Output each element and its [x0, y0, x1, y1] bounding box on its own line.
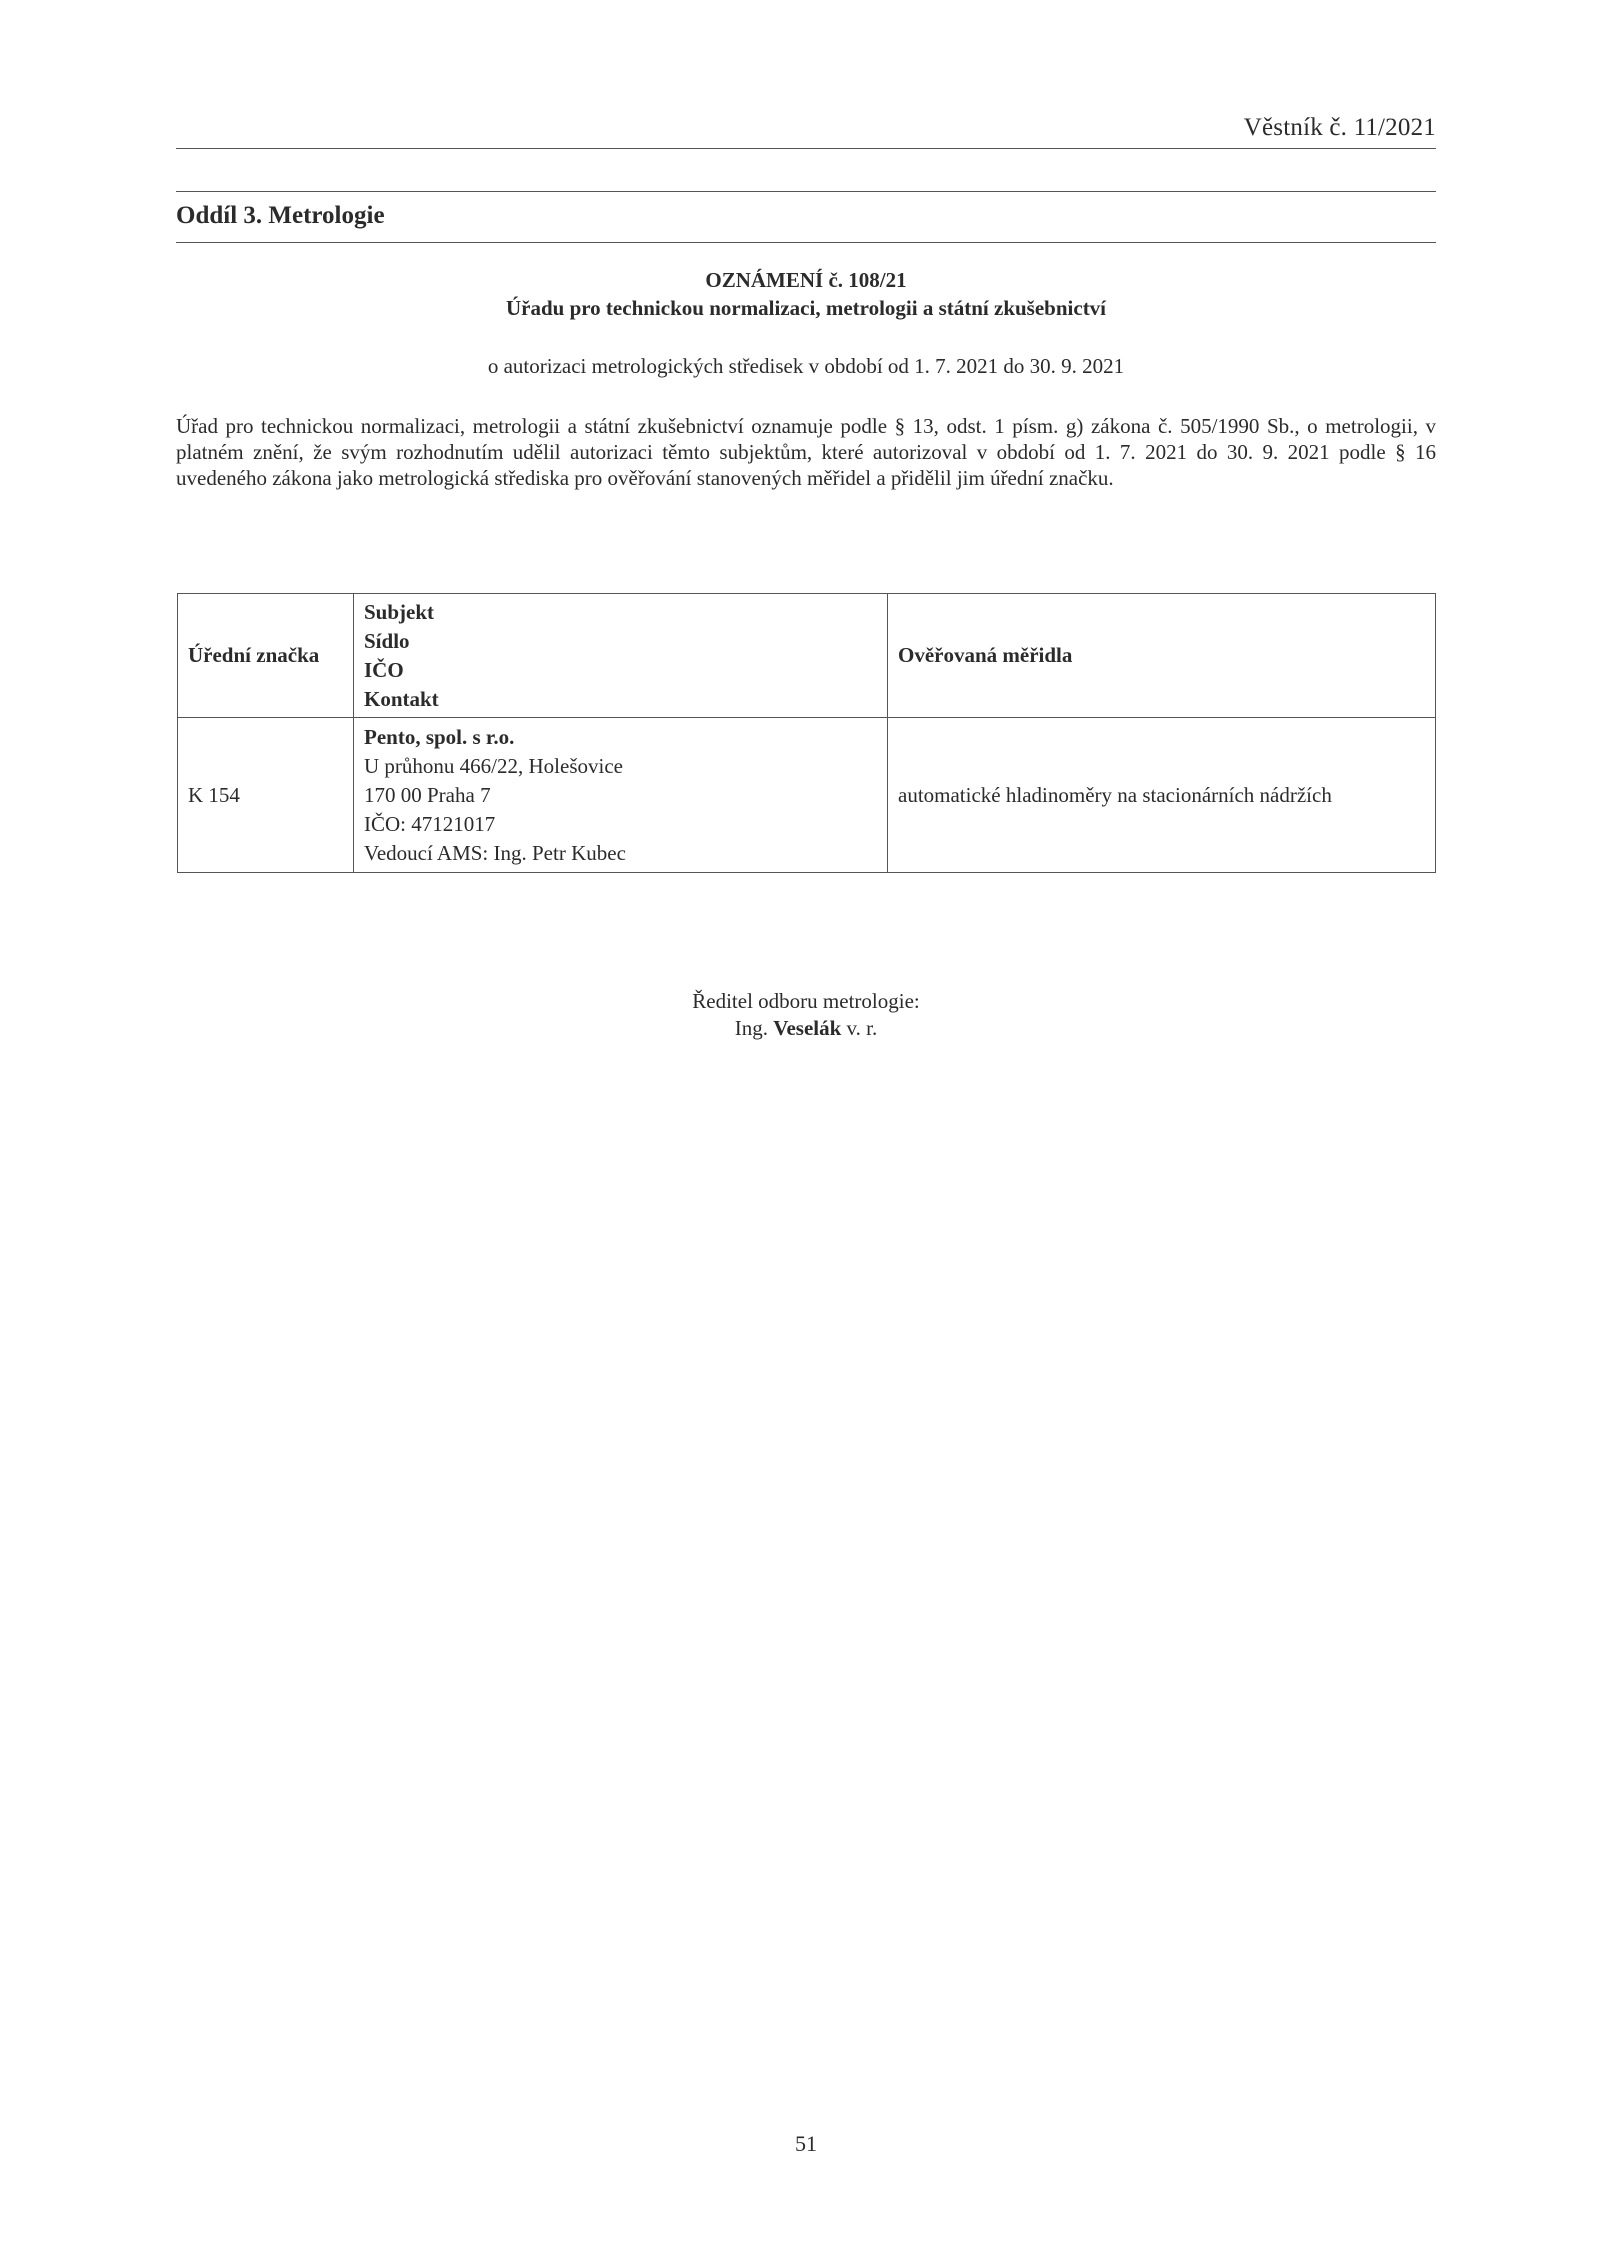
announcement-body: Úřad pro technickou normalizaci, metrologii a státní zkušebnictví oznamuje podle § 13, odst. 1 písm. g) zákona č. 505/1990 Sb., o metrologii, v platném znění, že svým rozhodnutím udělil autorizaci těmto subjektům, které autorizoval v období od 1. 7. 2021 do 30. 9. 2021 podle § 16 uvedeného zákona jako metrologická střediska pro ověřování stanovených měřidel a přidělil jim úřední značku. — [176, 414, 1436, 490]
announcement-issuer: Úřadu pro technickou normalizaci, metrologii a státní zkušebnictví — [505, 296, 1107, 320]
header-official-mark: Úřední značka — [178, 594, 354, 718]
header-seat-line: Sídlo — [364, 628, 410, 653]
subject-ico: IČO: 47121017 — [364, 811, 496, 836]
signature-surname: Veselák — [773, 1016, 842, 1040]
authorization-table — [177, 593, 1436, 873]
announcement-number: OZNÁMENÍ č. 108/21 — [705, 268, 907, 292]
section-title: Oddíl 3. Metrologie — [176, 202, 385, 229]
cell-official-mark: K 154 — [178, 718, 354, 873]
announcement-subject: o autorizaci metrologických středisek v období od 1. 7. 2021 do 30. 9. 2021 — [487, 354, 1125, 378]
journal-reference: Věstník č. 11/2021 — [1243, 114, 1436, 141]
subject-address-city: 170 00 Praha 7 — [364, 782, 491, 807]
header-ico-line: IČO — [364, 657, 404, 682]
page-header — [176, 108, 1436, 149]
signature-suffix: v. r. — [846, 1016, 878, 1040]
signature-role: Ředitel odboru metrologie: — [692, 989, 920, 1013]
signature-name — [176, 1015, 1436, 1042]
header-instruments: Ověřovaná měřidla — [888, 594, 1436, 718]
section-heading — [176, 191, 1436, 243]
announcement-heading — [176, 266, 1436, 322]
subject-contact: Vedoucí AMS: Ing. Petr Kubec — [364, 840, 626, 865]
table-header-row — [178, 594, 1436, 718]
signature-prefix: Ing. — [734, 1016, 768, 1040]
cell-instruments: automatické hladinoměry na stacionárních nádržích — [888, 718, 1436, 873]
table-row — [178, 718, 1436, 873]
subject-name: Pento, spol. s r.o. — [364, 724, 515, 749]
header-subject-line: Subjekt — [364, 599, 435, 624]
header-subject — [354, 594, 888, 718]
cell-subject — [354, 718, 888, 873]
header-contact-line: Kontakt — [364, 686, 439, 711]
page-number: 51 — [795, 2131, 817, 2156]
subject-address-street: U průhonu 466/22, Holešovice — [364, 753, 623, 778]
signature-block — [176, 988, 1436, 1042]
